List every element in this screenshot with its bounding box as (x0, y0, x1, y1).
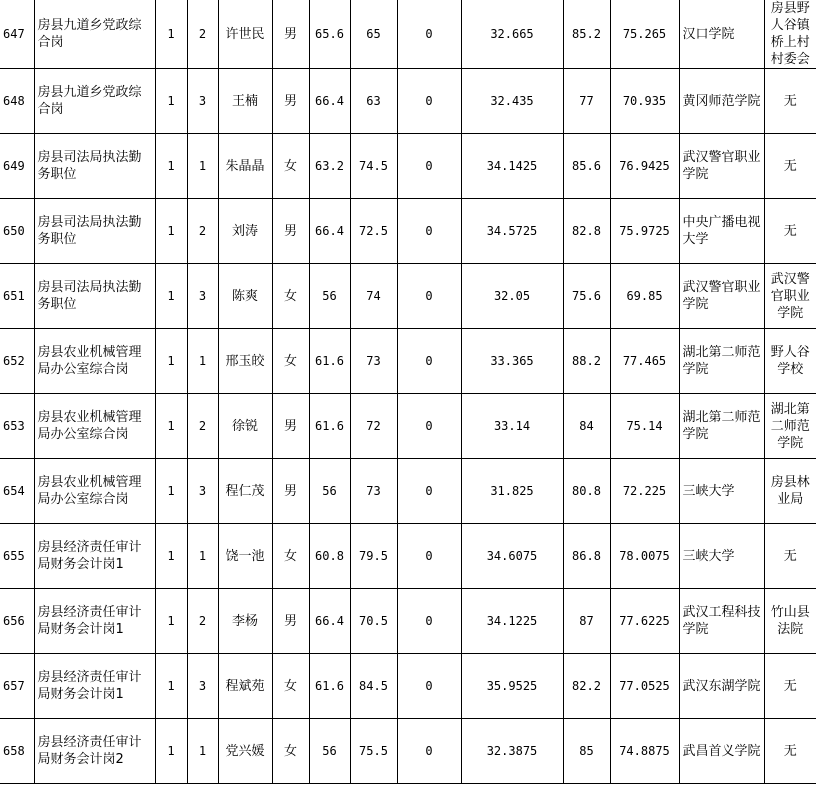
total-score-cell: 77.6225 (610, 589, 679, 654)
name-cell: 饶一池 (218, 524, 272, 589)
name-cell: 党兴媛 (218, 719, 272, 784)
table-row (0, 329, 816, 394)
school-cell: 武汉工程科技学院 (679, 589, 764, 654)
school-cell: 三峡大学 (679, 524, 764, 589)
table-row (0, 264, 816, 329)
name-cell: 刘涛 (218, 199, 272, 264)
written-score-cell: 61.6 (309, 654, 350, 719)
raw-score-cell: 63 (350, 69, 397, 134)
bonus-cell: 0 (397, 0, 461, 69)
count-cell: 1 (155, 589, 187, 654)
raw-score-cell: 79.5 (350, 524, 397, 589)
bonus-cell: 0 (397, 394, 461, 459)
total-score-cell: 72.225 (610, 459, 679, 524)
count-cell: 1 (155, 69, 187, 134)
raw-score-cell: 72.5 (350, 199, 397, 264)
bonus-cell: 0 (397, 329, 461, 394)
row-id-cell: 648 (0, 69, 34, 134)
rank-cell: 3 (187, 69, 218, 134)
row-id-cell: 658 (0, 719, 34, 784)
raw-score-cell: 74.5 (350, 134, 397, 199)
table-row (0, 69, 816, 134)
interview-score-cell: 87 (563, 589, 610, 654)
row-id-cell: 657 (0, 654, 34, 719)
gender-cell: 男 (272, 199, 309, 264)
employer-cell: 房县野人谷镇桥上村村委会 (764, 0, 816, 69)
gender-cell: 女 (272, 719, 309, 784)
employer-cell: 湖北第二师范学院 (764, 394, 816, 459)
interview-score-cell: 82.8 (563, 199, 610, 264)
gender-cell: 女 (272, 264, 309, 329)
table-row (0, 524, 816, 589)
count-cell: 1 (155, 654, 187, 719)
weighted-score-cell: 35.9525 (461, 654, 563, 719)
bonus-cell: 0 (397, 589, 461, 654)
position-cell: 房县农业机械管理局办公室综合岗 (34, 329, 155, 394)
name-cell: 徐锐 (218, 394, 272, 459)
table-row (0, 0, 816, 69)
written-score-cell: 61.6 (309, 329, 350, 394)
interview-score-cell: 75.6 (563, 264, 610, 329)
count-cell: 1 (155, 199, 187, 264)
raw-score-cell: 75.5 (350, 719, 397, 784)
bonus-cell: 0 (397, 719, 461, 784)
count-cell: 1 (155, 524, 187, 589)
bonus-cell: 0 (397, 134, 461, 199)
total-score-cell: 76.9425 (610, 134, 679, 199)
gender-cell: 男 (272, 0, 309, 69)
name-cell: 陈爽 (218, 264, 272, 329)
name-cell: 朱晶晶 (218, 134, 272, 199)
employer-cell: 竹山县法院 (764, 589, 816, 654)
gender-cell: 女 (272, 524, 309, 589)
position-cell: 房县司法局执法勤务职位 (34, 134, 155, 199)
bonus-cell: 0 (397, 524, 461, 589)
rank-cell: 2 (187, 589, 218, 654)
employer-cell: 无 (764, 719, 816, 784)
count-cell: 1 (155, 329, 187, 394)
raw-score-cell: 74 (350, 264, 397, 329)
position-cell: 房县经济责任审计局财务会计岗1 (34, 524, 155, 589)
row-id-cell: 655 (0, 524, 34, 589)
written-score-cell: 56 (309, 459, 350, 524)
weighted-score-cell: 33.365 (461, 329, 563, 394)
school-cell: 武汉警官职业学院 (679, 134, 764, 199)
gender-cell: 女 (272, 329, 309, 394)
rank-cell: 1 (187, 134, 218, 199)
row-id-cell: 654 (0, 459, 34, 524)
employer-cell: 无 (764, 199, 816, 264)
raw-score-cell: 73 (350, 329, 397, 394)
total-score-cell: 78.0075 (610, 524, 679, 589)
rank-cell: 1 (187, 524, 218, 589)
rank-cell: 1 (187, 719, 218, 784)
table-row (0, 589, 816, 654)
table-row (0, 654, 816, 719)
count-cell: 1 (155, 719, 187, 784)
written-score-cell: 66.4 (309, 69, 350, 134)
position-cell: 房县经济责任审计局财务会计岗1 (34, 654, 155, 719)
interview-score-cell: 82.2 (563, 654, 610, 719)
interview-score-cell: 77 (563, 69, 610, 134)
rank-cell: 3 (187, 264, 218, 329)
position-cell: 房县九道乡党政综合岗 (34, 0, 155, 69)
weighted-score-cell: 32.3875 (461, 719, 563, 784)
bonus-cell: 0 (397, 69, 461, 134)
row-id-cell: 647 (0, 0, 34, 69)
written-score-cell: 61.6 (309, 394, 350, 459)
position-cell: 房县九道乡党政综合岗 (34, 69, 155, 134)
weighted-score-cell: 34.6075 (461, 524, 563, 589)
written-score-cell: 65.6 (309, 0, 350, 69)
count-cell: 1 (155, 134, 187, 199)
name-cell: 李杨 (218, 589, 272, 654)
total-score-cell: 74.8875 (610, 719, 679, 784)
position-cell: 房县农业机械管理局办公室综合岗 (34, 394, 155, 459)
count-cell: 1 (155, 459, 187, 524)
total-score-cell: 70.935 (610, 69, 679, 134)
raw-score-cell: 65 (350, 0, 397, 69)
total-score-cell: 75.14 (610, 394, 679, 459)
gender-cell: 女 (272, 654, 309, 719)
weighted-score-cell: 31.825 (461, 459, 563, 524)
total-score-cell: 77.465 (610, 329, 679, 394)
table-row (0, 719, 816, 784)
school-cell: 汉口学院 (679, 0, 764, 69)
table-row (0, 394, 816, 459)
rank-cell: 1 (187, 329, 218, 394)
written-score-cell: 66.4 (309, 199, 350, 264)
weighted-score-cell: 32.435 (461, 69, 563, 134)
weighted-score-cell: 34.1425 (461, 134, 563, 199)
name-cell: 程仁茂 (218, 459, 272, 524)
count-cell: 1 (155, 264, 187, 329)
gender-cell: 男 (272, 394, 309, 459)
name-cell: 王楠 (218, 69, 272, 134)
written-score-cell: 56 (309, 719, 350, 784)
interview-score-cell: 86.8 (563, 524, 610, 589)
total-score-cell: 77.0525 (610, 654, 679, 719)
raw-score-cell: 84.5 (350, 654, 397, 719)
rank-cell: 3 (187, 459, 218, 524)
table-row (0, 199, 816, 264)
employer-cell: 野人谷学校 (764, 329, 816, 394)
school-cell: 湖北第二师范学院 (679, 394, 764, 459)
row-id-cell: 653 (0, 394, 34, 459)
weighted-score-cell: 33.14 (461, 394, 563, 459)
employer-cell: 无 (764, 654, 816, 719)
name-cell: 程斌苑 (218, 654, 272, 719)
rank-cell: 3 (187, 654, 218, 719)
total-score-cell: 75.265 (610, 0, 679, 69)
employer-cell: 武汉警官职业学院 (764, 264, 816, 329)
written-score-cell: 66.4 (309, 589, 350, 654)
raw-score-cell: 73 (350, 459, 397, 524)
written-score-cell: 56 (309, 264, 350, 329)
written-score-cell: 63.2 (309, 134, 350, 199)
weighted-score-cell: 34.5725 (461, 199, 563, 264)
weighted-score-cell: 32.05 (461, 264, 563, 329)
gender-cell: 女 (272, 134, 309, 199)
name-cell: 许世民 (218, 0, 272, 69)
gender-cell: 男 (272, 589, 309, 654)
interview-score-cell: 88.2 (563, 329, 610, 394)
weighted-score-cell: 34.1225 (461, 589, 563, 654)
count-cell: 1 (155, 0, 187, 69)
employer-cell: 无 (764, 69, 816, 134)
school-cell: 黄冈师范学院 (679, 69, 764, 134)
bonus-cell: 0 (397, 199, 461, 264)
row-id-cell: 656 (0, 589, 34, 654)
position-cell: 房县司法局执法勤务职位 (34, 199, 155, 264)
total-score-cell: 69.85 (610, 264, 679, 329)
gender-cell: 男 (272, 69, 309, 134)
table-row (0, 459, 816, 524)
rank-cell: 2 (187, 394, 218, 459)
school-cell: 中央广播电视大学 (679, 199, 764, 264)
interview-score-cell: 80.8 (563, 459, 610, 524)
bonus-cell: 0 (397, 654, 461, 719)
position-cell: 房县经济责任审计局财务会计岗2 (34, 719, 155, 784)
school-cell: 湖北第二师范学院 (679, 329, 764, 394)
rank-cell: 2 (187, 0, 218, 69)
employer-cell: 房县林业局 (764, 459, 816, 524)
position-cell: 房县司法局执法勤务职位 (34, 264, 155, 329)
school-cell: 武汉东湖学院 (679, 654, 764, 719)
written-score-cell: 60.8 (309, 524, 350, 589)
interview-score-cell: 85.2 (563, 0, 610, 69)
raw-score-cell: 70.5 (350, 589, 397, 654)
row-id-cell: 650 (0, 199, 34, 264)
row-id-cell: 651 (0, 264, 34, 329)
bonus-cell: 0 (397, 459, 461, 524)
row-id-cell: 652 (0, 329, 34, 394)
table-row (0, 134, 816, 199)
employer-cell: 无 (764, 134, 816, 199)
interview-score-cell: 85 (563, 719, 610, 784)
total-score-cell: 75.9725 (610, 199, 679, 264)
position-cell: 房县经济责任审计局财务会计岗1 (34, 589, 155, 654)
interview-score-cell: 85.6 (563, 134, 610, 199)
school-cell: 武汉警官职业学院 (679, 264, 764, 329)
gender-cell: 男 (272, 459, 309, 524)
bonus-cell: 0 (397, 264, 461, 329)
weighted-score-cell: 32.665 (461, 0, 563, 69)
position-cell: 房县农业机械管理局办公室综合岗 (34, 459, 155, 524)
school-cell: 三峡大学 (679, 459, 764, 524)
raw-score-cell: 72 (350, 394, 397, 459)
interview-score-cell: 84 (563, 394, 610, 459)
row-id-cell: 649 (0, 134, 34, 199)
rank-cell: 2 (187, 199, 218, 264)
school-cell: 武昌首义学院 (679, 719, 764, 784)
name-cell: 邢玉皎 (218, 329, 272, 394)
count-cell: 1 (155, 394, 187, 459)
employer-cell: 无 (764, 524, 816, 589)
